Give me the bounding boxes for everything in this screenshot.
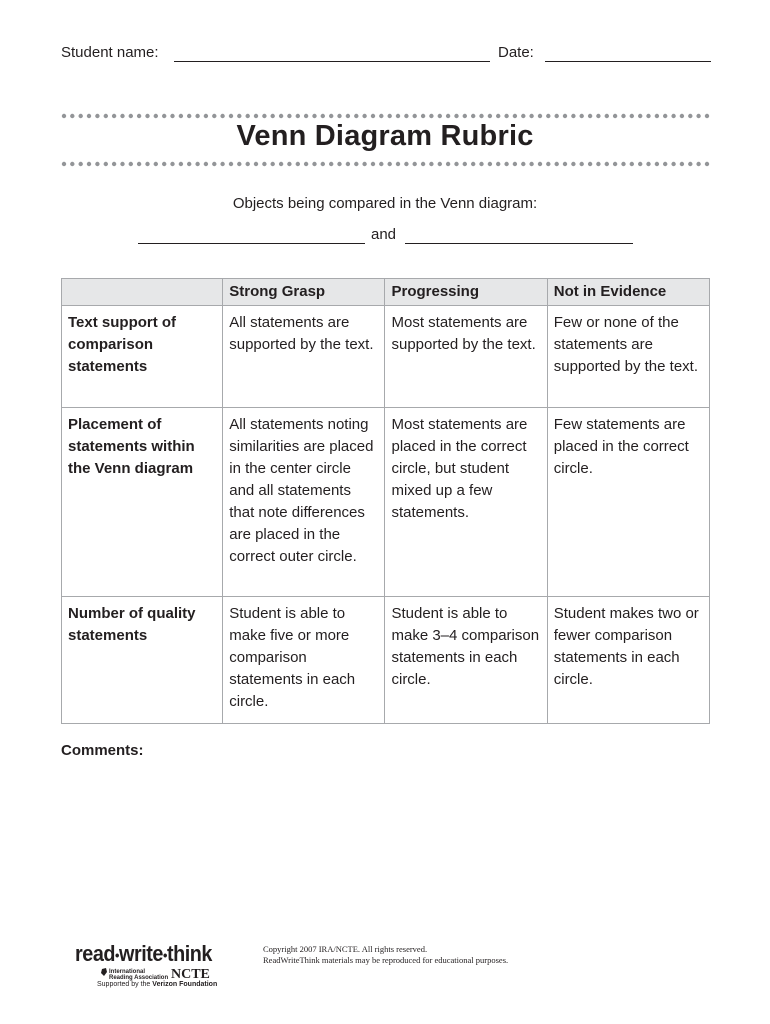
rule-dot bbox=[421, 162, 425, 166]
rule-dot bbox=[671, 162, 675, 166]
rule-dot bbox=[321, 114, 325, 118]
rule-dot bbox=[237, 162, 241, 166]
rule-dot bbox=[254, 114, 258, 118]
rule-dot bbox=[296, 114, 300, 118]
rule-dot bbox=[246, 162, 250, 166]
date-field[interactable] bbox=[545, 61, 711, 62]
rule-dot bbox=[312, 114, 316, 118]
rule-dot bbox=[705, 162, 709, 166]
rule-dot bbox=[321, 162, 325, 166]
rule-dot bbox=[580, 114, 584, 118]
rule-dot bbox=[95, 162, 99, 166]
rule-dot bbox=[454, 114, 458, 118]
rule-dot bbox=[630, 114, 634, 118]
rule-dot bbox=[145, 162, 149, 166]
rule-dot bbox=[271, 162, 275, 166]
logo-dot-icon: • bbox=[162, 947, 167, 964]
rule-dot bbox=[521, 162, 525, 166]
rule-dot bbox=[688, 114, 692, 118]
copyright-line-1: Copyright 2007 IRA/NCTE. All rights reserved. bbox=[263, 944, 428, 954]
rule-dot bbox=[212, 114, 216, 118]
rule-dot bbox=[404, 114, 408, 118]
rule-dot bbox=[279, 162, 283, 166]
rule-dot bbox=[379, 162, 383, 166]
not-in-evidence-cell: Few statements are placed in the correct circle. bbox=[547, 408, 709, 597]
not-in-evidence-cell: Few or none of the statements are supported by the text. bbox=[547, 306, 709, 408]
rule-dot bbox=[212, 162, 216, 166]
logo-write-text: write bbox=[119, 941, 163, 966]
rule-dot bbox=[104, 162, 108, 166]
rule-dot bbox=[388, 162, 392, 166]
rule-dot bbox=[170, 162, 174, 166]
ira-icon bbox=[101, 968, 108, 976]
rule-dot bbox=[129, 162, 133, 166]
rule-dot bbox=[563, 162, 567, 166]
rule-dot bbox=[605, 162, 609, 166]
rule-dot bbox=[488, 114, 492, 118]
rule-dot bbox=[346, 162, 350, 166]
objects-compared-line bbox=[138, 226, 633, 248]
rule-dot bbox=[287, 162, 291, 166]
rule-dot bbox=[646, 114, 650, 118]
logo-ncte-text: NCTE bbox=[171, 967, 210, 982]
header-not-in-evidence: Not in Evidence bbox=[547, 279, 709, 306]
date-label: Date: bbox=[498, 44, 534, 61]
rule-dot bbox=[605, 114, 609, 118]
rule-dot bbox=[362, 162, 366, 166]
rule-dot bbox=[329, 114, 333, 118]
rule-dot bbox=[496, 114, 500, 118]
rule-dot bbox=[529, 114, 533, 118]
rule-dot bbox=[463, 162, 467, 166]
rule-dot bbox=[696, 162, 700, 166]
rule-dot bbox=[337, 114, 341, 118]
rule-dot bbox=[671, 114, 675, 118]
rule-dot bbox=[621, 114, 625, 118]
rule-dot bbox=[371, 162, 375, 166]
strong-grasp-cell: All statements are supported by the text. bbox=[223, 306, 385, 408]
and-connector: and bbox=[371, 226, 397, 243]
rule-dot bbox=[504, 162, 508, 166]
rule-dot bbox=[354, 162, 358, 166]
rule-dot bbox=[571, 162, 575, 166]
rule-dot bbox=[237, 114, 241, 118]
rule-dot bbox=[354, 114, 358, 118]
page-title: Venn Diagram Rubric bbox=[236, 120, 534, 152]
rule-dot bbox=[229, 114, 233, 118]
rule-dot bbox=[179, 162, 183, 166]
header-blank-cell bbox=[62, 279, 223, 306]
rule-dot bbox=[396, 114, 400, 118]
progressing-cell: Student is able to make 3–4 comparison statements in each circle. bbox=[385, 597, 547, 724]
rule-dot bbox=[563, 114, 567, 118]
rule-dot bbox=[204, 162, 208, 166]
rule-dot bbox=[195, 162, 199, 166]
comments-label: Comments: bbox=[61, 742, 144, 759]
rule-dot bbox=[262, 162, 266, 166]
header-progressing: Progressing bbox=[385, 279, 547, 306]
rule-dot bbox=[195, 114, 199, 118]
logo-ira-text: International Reading Association bbox=[109, 969, 169, 981]
copyright-notice bbox=[263, 944, 508, 966]
rule-dot bbox=[463, 114, 467, 118]
rule-dot bbox=[162, 162, 166, 166]
rule-dot bbox=[413, 162, 417, 166]
rule-dot bbox=[630, 162, 634, 166]
rule-dot bbox=[120, 162, 124, 166]
rule-dot bbox=[438, 162, 442, 166]
rule-dot bbox=[663, 162, 667, 166]
header-strong-grasp: Strong Grasp bbox=[223, 279, 385, 306]
rule-dot bbox=[588, 114, 592, 118]
rule-dot bbox=[521, 114, 525, 118]
rule-dot bbox=[571, 114, 575, 118]
rule-dot bbox=[271, 114, 275, 118]
object-two-field[interactable] bbox=[405, 243, 633, 244]
rule-dot bbox=[162, 114, 166, 118]
rule-dot bbox=[112, 114, 116, 118]
rule-dot bbox=[70, 114, 74, 118]
strong-grasp-cell: Student is able to make five or more comparison statements in each circle. bbox=[223, 597, 385, 724]
rule-dot bbox=[479, 162, 483, 166]
rule-dot bbox=[638, 162, 642, 166]
rule-dot bbox=[179, 114, 183, 118]
table-row bbox=[62, 408, 710, 597]
rule-dot bbox=[596, 114, 600, 118]
rule-dot bbox=[187, 162, 191, 166]
rule-dot bbox=[62, 162, 66, 166]
student-name-field[interactable] bbox=[174, 61, 490, 62]
rule-dot bbox=[421, 114, 425, 118]
rule-dot bbox=[371, 114, 375, 118]
rule-dot bbox=[379, 114, 383, 118]
rule-dot bbox=[296, 162, 300, 166]
student-info-line bbox=[61, 44, 711, 66]
rule-dot bbox=[479, 114, 483, 118]
object-one-field[interactable] bbox=[138, 243, 365, 244]
rule-dot bbox=[346, 114, 350, 118]
rule-dot bbox=[646, 162, 650, 166]
rule-dot bbox=[87, 114, 91, 118]
rule-dot bbox=[471, 162, 475, 166]
rule-dot bbox=[529, 162, 533, 166]
rule-dot bbox=[513, 114, 517, 118]
rule-dot bbox=[680, 162, 684, 166]
rule-dot bbox=[446, 162, 450, 166]
dotted-rule-top bbox=[61, 113, 711, 119]
rule-dot bbox=[413, 114, 417, 118]
rule-dot bbox=[362, 114, 366, 118]
rule-dot bbox=[220, 114, 224, 118]
strong-grasp-cell: All statements noting similarities are placed in the center circle and all statements that note differences are placed in the correct outer circle. bbox=[223, 408, 385, 597]
rule-dot bbox=[329, 162, 333, 166]
supported-prefix: Supported by the bbox=[97, 981, 151, 988]
rule-dot bbox=[488, 162, 492, 166]
rule-dot bbox=[404, 162, 408, 166]
rule-dot bbox=[429, 162, 433, 166]
rule-dot bbox=[388, 114, 392, 118]
rule-dot bbox=[287, 114, 291, 118]
rule-dot bbox=[555, 162, 559, 166]
rule-dot bbox=[154, 162, 158, 166]
rule-dot bbox=[471, 114, 475, 118]
logo-dot-icon: • bbox=[115, 947, 120, 964]
rule-dot bbox=[262, 114, 266, 118]
logo-read-text: read bbox=[75, 941, 116, 966]
rule-dot bbox=[705, 114, 709, 118]
progressing-cell: Most statements are placed in the correct circle, but student mixed up a few statements. bbox=[385, 408, 547, 597]
supported-org: Verizon Foundation bbox=[152, 981, 218, 988]
logo-wordmark bbox=[75, 943, 219, 966]
not-in-evidence-cell: Student makes two or fewer comparison statements in each circle. bbox=[547, 597, 709, 724]
rule-dot bbox=[95, 114, 99, 118]
rule-dot bbox=[154, 114, 158, 118]
rule-dot bbox=[187, 114, 191, 118]
rule-dot bbox=[555, 114, 559, 118]
rule-dot bbox=[112, 162, 116, 166]
rule-dot bbox=[438, 114, 442, 118]
rule-dot bbox=[79, 114, 83, 118]
rule-dot bbox=[446, 114, 450, 118]
rule-dot bbox=[279, 114, 283, 118]
rule-dot bbox=[145, 114, 149, 118]
rule-dot bbox=[170, 114, 174, 118]
logo-supported-by bbox=[97, 981, 217, 988]
rule-dot bbox=[596, 162, 600, 166]
criterion-cell: Text support of comparison statements bbox=[62, 306, 223, 408]
rule-dot bbox=[137, 114, 141, 118]
copyright-line-2: ReadWriteThink materials may be reproduced for educational purposes. bbox=[263, 955, 509, 965]
rule-dot bbox=[396, 162, 400, 166]
objects-prompt: Objects being compared in the Venn diagram: bbox=[232, 195, 538, 212]
rule-dot bbox=[638, 114, 642, 118]
student-name-label: Student name: bbox=[61, 44, 159, 61]
rubric-table bbox=[61, 278, 710, 724]
rule-dot bbox=[120, 114, 124, 118]
rule-dot bbox=[546, 162, 550, 166]
rule-dot bbox=[62, 114, 66, 118]
rule-dot bbox=[588, 162, 592, 166]
rule-dot bbox=[79, 162, 83, 166]
rule-dot bbox=[621, 162, 625, 166]
rule-dot bbox=[254, 162, 258, 166]
criterion-cell: Number of quality statements bbox=[62, 597, 223, 724]
rule-dot bbox=[204, 114, 208, 118]
table-row bbox=[62, 306, 710, 408]
rule-dot bbox=[504, 114, 508, 118]
rule-dot bbox=[337, 162, 341, 166]
rule-dot bbox=[429, 114, 433, 118]
rule-dot bbox=[580, 162, 584, 166]
rule-dot bbox=[613, 162, 617, 166]
rule-dot bbox=[246, 114, 250, 118]
progressing-cell: Most statements are supported by the text. bbox=[385, 306, 547, 408]
table-row bbox=[62, 597, 710, 724]
rule-dot bbox=[70, 162, 74, 166]
rule-dot bbox=[663, 114, 667, 118]
rule-dot bbox=[229, 162, 233, 166]
dotted-rule-bottom bbox=[61, 161, 711, 167]
rule-dot bbox=[304, 114, 308, 118]
rule-dot bbox=[546, 114, 550, 118]
rule-dot bbox=[137, 162, 141, 166]
rule-dot bbox=[613, 114, 617, 118]
rule-dot bbox=[688, 162, 692, 166]
rule-dot bbox=[655, 162, 659, 166]
rule-dot bbox=[454, 162, 458, 166]
rule-dot bbox=[104, 114, 108, 118]
rule-dot bbox=[513, 162, 517, 166]
rule-dot bbox=[538, 162, 542, 166]
rule-dot bbox=[220, 162, 224, 166]
rule-dot bbox=[696, 114, 700, 118]
criterion-cell: Placement of statements within the Venn diagram bbox=[62, 408, 223, 597]
rule-dot bbox=[496, 162, 500, 166]
rubric-header-row bbox=[62, 279, 710, 306]
rule-dot bbox=[304, 162, 308, 166]
readwritethink-logo bbox=[75, 943, 235, 993]
rule-dot bbox=[680, 114, 684, 118]
rule-dot bbox=[655, 114, 659, 118]
logo-think-text: think bbox=[166, 941, 212, 966]
rule-dot bbox=[87, 162, 91, 166]
rule-dot bbox=[129, 114, 133, 118]
rule-dot bbox=[312, 162, 316, 166]
rule-dot bbox=[538, 114, 542, 118]
